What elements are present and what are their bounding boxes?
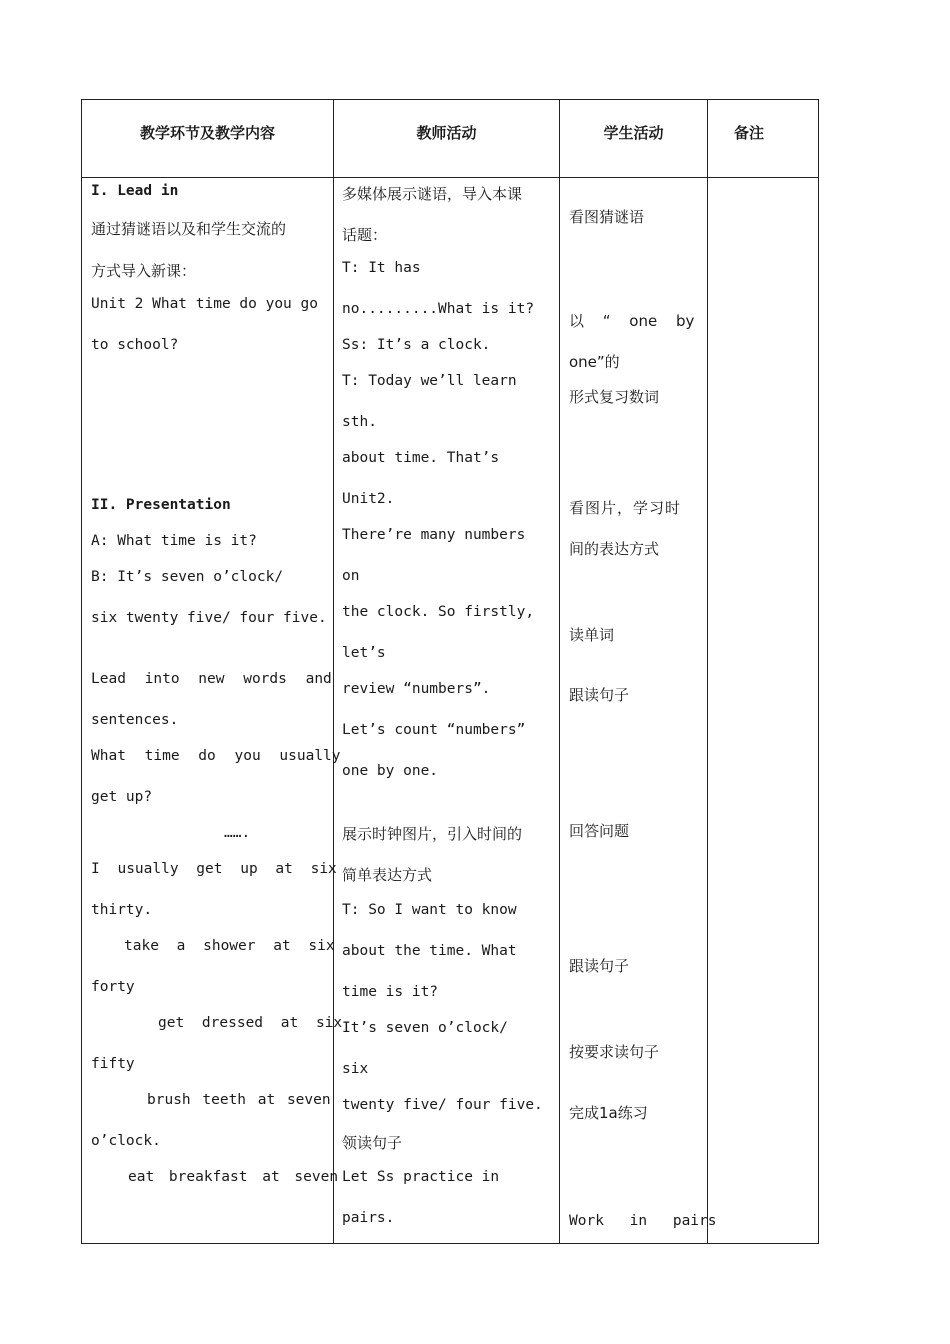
section-heading: I. Lead in xyxy=(91,183,179,199)
header-notes: 备注 xyxy=(734,124,765,142)
text-line: 看图片，学习时 xyxy=(569,499,682,517)
text-line: brush teeth at seven xyxy=(147,1092,331,1108)
text-line: one by one. xyxy=(342,763,439,779)
text-line: eat breakfast at seven xyxy=(128,1169,339,1185)
text-line: forty xyxy=(91,979,135,995)
text-line: There’re many numbers xyxy=(342,527,526,543)
text-line: 领读句子 xyxy=(342,1134,403,1152)
text-line: What time do you usually xyxy=(91,748,341,764)
section-heading: II. Presentation xyxy=(91,497,231,513)
text-line: let’s xyxy=(342,645,386,661)
text-line: about the time. What xyxy=(342,943,517,959)
text-line: Lead into new words and xyxy=(91,671,332,687)
text-line: Work in pairs xyxy=(569,1213,717,1229)
text-line: Let’s count “numbers” xyxy=(342,722,526,738)
text-line: 通过猜谜语以及和学生交流的 xyxy=(91,220,287,238)
text-line: the clock. So firstly, xyxy=(342,604,535,620)
lesson-plan-table xyxy=(81,99,819,1244)
text-line: B: It’s seven o’clock/ xyxy=(91,569,284,585)
text-line: pairs. xyxy=(342,1210,395,1226)
text-line: Unit 2 What time do you go xyxy=(91,296,318,312)
text-line: o’clock. xyxy=(91,1133,161,1149)
text-line: A: What time is it? xyxy=(91,533,257,549)
text-line: time is it? xyxy=(342,984,439,1000)
text-line: to school? xyxy=(91,337,179,353)
text-line: 形式复习数词 xyxy=(569,388,660,406)
column-divider xyxy=(333,100,334,1243)
text-line: thirty. xyxy=(91,902,153,918)
text-line: fifty xyxy=(91,1056,135,1072)
text-line: 跟读句子 xyxy=(569,957,630,975)
text-line: 跟读句子 xyxy=(569,686,630,704)
text-line: Ss: It’s a clock. xyxy=(342,337,491,353)
text-line: I usually get up at six xyxy=(91,861,337,877)
text-line: sentences. xyxy=(91,712,179,728)
text-line: about time. That’s xyxy=(342,450,500,466)
text-line: six xyxy=(342,1061,369,1077)
column-divider xyxy=(707,100,708,1243)
text-line: get dressed at six xyxy=(158,1015,343,1031)
text-line: no.........What is it? xyxy=(342,301,535,317)
text-line: 完成1a练习 xyxy=(569,1104,648,1122)
text-line: review “numbers”. xyxy=(342,681,491,697)
text-line: 多媒体展示谜语，导入本课 xyxy=(342,185,523,203)
text-line: six twenty five/ four five. xyxy=(91,610,327,626)
text-line: one”的 xyxy=(569,353,620,371)
text-line: 看图猜谜语 xyxy=(569,208,645,226)
header-teaching-content: 教学环节及教学内容 xyxy=(139,124,275,142)
text-line: twenty five/ four five. xyxy=(342,1097,543,1113)
text-line: 读单词 xyxy=(569,626,615,644)
text-line: 以 “ one by xyxy=(569,312,695,330)
column-divider xyxy=(559,100,560,1243)
text-line: T: Today we’ll learn xyxy=(342,373,517,389)
text-line: Unit2. xyxy=(342,491,395,507)
text-line: 展示时钟图片，引入时间的 xyxy=(342,825,523,843)
text-line: 回答问题 xyxy=(569,822,630,840)
text-line: sth. xyxy=(342,414,377,430)
text-line: 按要求读句子 xyxy=(569,1043,660,1061)
text-line: 话题： xyxy=(342,226,388,244)
text-line: T: It has xyxy=(342,260,421,276)
text-line: 间的表达方式 xyxy=(569,540,660,558)
ellipsis-line: ……. xyxy=(224,825,251,841)
text-line: T: So I want to know xyxy=(342,902,517,918)
header-student-activity: 学生活动 xyxy=(603,124,664,142)
text-line: get up? xyxy=(91,789,153,805)
text-line: take a shower at six xyxy=(124,938,335,954)
text-line: 方式导入新课： xyxy=(91,262,197,280)
text-line: on xyxy=(342,568,360,584)
text-line: It’s seven o’clock/ xyxy=(342,1020,508,1036)
header-teacher-activity: 教师活动 xyxy=(416,124,477,142)
header-divider xyxy=(82,177,818,178)
text-line: Let Ss practice in xyxy=(342,1169,500,1185)
text-line: 简单表达方式 xyxy=(342,866,433,884)
